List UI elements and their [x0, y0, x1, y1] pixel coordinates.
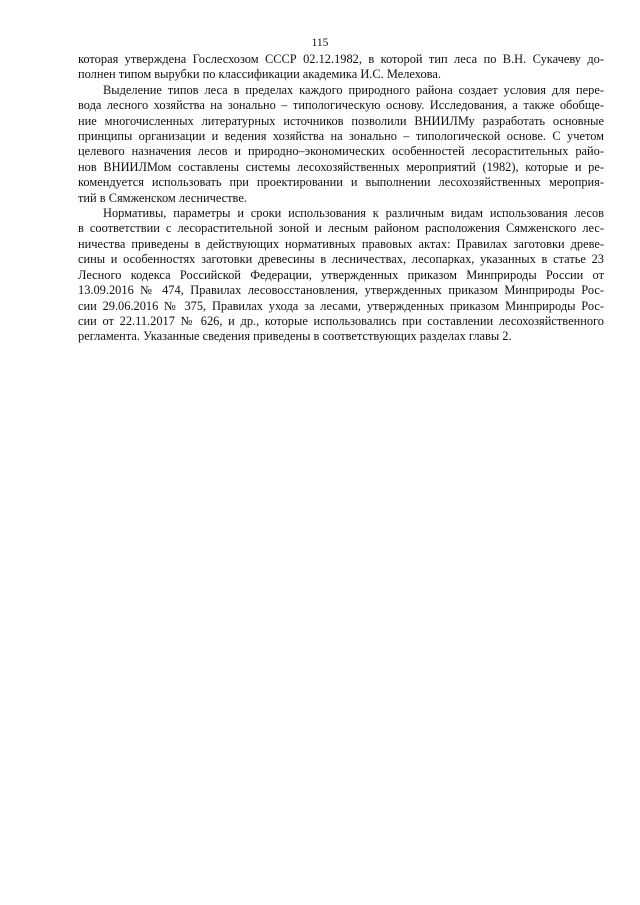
text-line: ние многочисленных литературных источников позволили ВНИИЛМу разработать основные: [78, 113, 604, 128]
text-line: целевого назначения лесов и природно–экономических особенностей лесорастительных райо-: [78, 144, 604, 159]
text-line: полнен типом вырубки по классификации академика И.С. Мелехова.: [78, 67, 441, 82]
text-line: Нормативы, параметры и сроки использования к различным видам использования лесов: [103, 206, 604, 221]
body-text: [78, 52, 604, 345]
paragraph-3: [78, 206, 604, 345]
text-line: сии от 22.11.2017 № 626, и др., которые использовались при составлении лесохозяйственного: [78, 313, 604, 328]
text-line: тий в Сямженском лесничестве.: [78, 190, 247, 205]
paragraph-2: [78, 83, 604, 206]
text-line: Выделение типов леса в пределах каждого природного района создает условия для пере-: [103, 82, 604, 97]
text-line: нов ВНИИЛМом составлены системы лесохозяйственных мероприятий (1982), которые и ре-: [78, 159, 604, 174]
text-line: сины и особенностях заготовки древесины в лесничествах, лесопарках, указанных в статье 23: [78, 252, 604, 267]
text-line: Лесного кодекса Российской Федерации, утвержденных приказом Минприроды России от: [78, 267, 604, 282]
text-line: принципы организации и ведения хозяйства на зонально – типологической основе. С учетом: [78, 129, 604, 144]
text-line: вода лесного хозяйства на зонально – типологическую основу. Исследования, а также обобще-: [78, 98, 604, 113]
text-line: комендуется использовать при проектировании и выполнении лесохозяйственных мероприя-: [78, 175, 604, 190]
text-line: в соответствии с лесорастительной зоной и лесным районом расположения Сямженского лес-: [78, 221, 604, 236]
text-line: которая утверждена Гослесхозом СССР 02.12.1982, в которой тип леса по В.Н. Сукачеву до-: [78, 52, 604, 66]
paragraph-1: [78, 52, 604, 83]
page-number: 115: [311, 37, 329, 49]
text-line: регламента. Указанные сведения приведены в соответствующих разделах главы 2.: [78, 329, 512, 344]
text-line: 13.09.2016 № 474, Правилах лесовосстановления, утвержденных приказом Минприроды Рос-: [78, 283, 604, 298]
text-line: сии 29.06.2016 № 375, Правилах ухода за лесами, утвержденных приказом Минприроды Рос-: [78, 298, 604, 313]
text-line: ничества приведены в действующих нормативных правовых актах: Правилах заготовки древе-: [78, 236, 604, 251]
